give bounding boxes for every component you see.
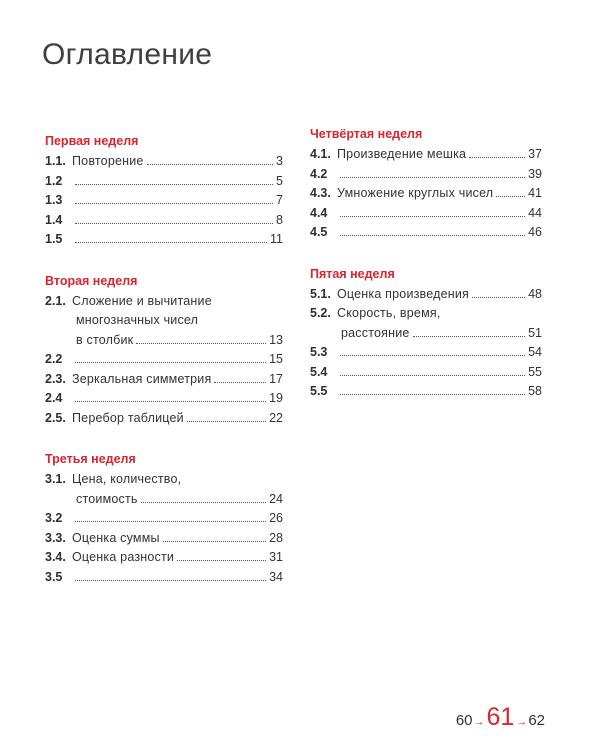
- toc-entry[interactable]: [45, 230, 283, 250]
- section-heading: Пятая неделя: [310, 266, 395, 281]
- toc-entry[interactable]: [310, 204, 542, 224]
- entry-title: в столбик: [76, 332, 134, 347]
- toc-entry[interactable]: [45, 509, 283, 529]
- dot-leader: [75, 568, 266, 581]
- dot-leader: [163, 529, 266, 542]
- toc-entry-line: [45, 409, 283, 429]
- toc-entry[interactable]: [45, 370, 283, 390]
- entry-page-number: 22: [269, 410, 283, 425]
- entry-page-number: 19: [269, 391, 283, 405]
- dot-leader: [214, 370, 266, 383]
- entry-page-number: 11: [270, 232, 283, 246]
- toc-entry-line: [45, 211, 283, 231]
- dot-leader: [340, 223, 525, 236]
- entry-number: 2.4: [45, 391, 63, 405]
- entry-page-number: 7: [276, 193, 283, 207]
- entry-number: 5.2.: [310, 306, 331, 320]
- entry-page-number: 39: [528, 166, 542, 181]
- toc-entry[interactable]: [45, 350, 283, 370]
- dot-leader: [136, 331, 266, 344]
- entry-page-number: 13: [269, 332, 283, 347]
- entry-title: Перебор таблицей: [72, 410, 184, 425]
- toc-entry[interactable]: [45, 152, 283, 172]
- entry-page-number: 37: [528, 147, 542, 161]
- toc-column-right: [310, 126, 542, 425]
- dot-leader: [496, 184, 525, 197]
- page-navigation: [456, 703, 545, 732]
- toc-entry[interactable]: [45, 389, 283, 409]
- entry-page-number: 51: [528, 325, 542, 340]
- toc-column-left: [45, 133, 283, 610]
- toc-entry-line: [45, 172, 283, 192]
- toc-entry-line: [310, 382, 542, 402]
- dot-leader: [75, 389, 266, 402]
- dot-leader: [340, 343, 525, 356]
- toc-entry[interactable]: [310, 285, 542, 305]
- toc-entry-line: [45, 529, 283, 549]
- entry-number: 1.1.: [45, 154, 66, 168]
- toc-entry-line: [45, 548, 283, 568]
- arrow-right-icon: →: [516, 716, 528, 728]
- entry-title: расстояние: [341, 325, 410, 340]
- entry-number: 1.5: [45, 232, 63, 246]
- toc-entry-line: [310, 285, 542, 305]
- entry-page-number: 58: [528, 384, 542, 398]
- toc-entry[interactable]: [45, 292, 283, 351]
- entry-page-number: 48: [528, 286, 542, 301]
- current-page-number: 61: [486, 703, 515, 731]
- page-title: Оглавление: [42, 38, 213, 71]
- entry-page-number: 5: [276, 173, 283, 188]
- next-page-number[interactable]: 62: [528, 712, 545, 729]
- toc-entry[interactable]: [310, 304, 542, 343]
- toc-section: [310, 126, 542, 243]
- toc-entry-line: [310, 363, 542, 383]
- toc-entry-line: [45, 152, 283, 172]
- dot-leader: [75, 230, 267, 243]
- entry-title: многозначных чисел: [76, 313, 199, 327]
- toc-entry-line: [45, 191, 283, 211]
- toc-entry-line: [310, 304, 542, 324]
- entry-title: Умножение круглых чисел: [337, 186, 494, 200]
- toc-entry-line: [45, 389, 283, 409]
- toc-entry-line: [45, 470, 283, 490]
- toc-entry[interactable]: [45, 529, 283, 549]
- dot-leader: [472, 285, 525, 298]
- dot-leader: [187, 409, 266, 422]
- dot-leader: [75, 350, 266, 363]
- entry-number: 2.1.: [45, 293, 66, 308]
- entry-page-number: 15: [269, 352, 283, 366]
- entry-number: 5.3: [310, 345, 328, 359]
- entry-page-number: 8: [276, 212, 283, 227]
- toc-entry-line: [45, 292, 283, 312]
- entry-title: Оценка произведения: [337, 286, 470, 301]
- toc-entry-line: [45, 331, 283, 351]
- toc-entry[interactable]: [310, 382, 542, 402]
- dot-leader: [340, 165, 525, 178]
- entry-title: Повторение: [72, 154, 144, 168]
- entry-title: Сложение и вычитание: [72, 293, 212, 308]
- toc-entry-line: [310, 324, 542, 344]
- dot-leader: [75, 509, 266, 522]
- entry-page-number: 28: [269, 530, 283, 545]
- entry-number: 5.4: [310, 364, 328, 379]
- entry-number: 4.5: [310, 225, 328, 239]
- entry-number: 4.4: [310, 205, 328, 220]
- entry-page-number: 55: [528, 364, 542, 379]
- dot-leader: [75, 211, 273, 224]
- toc-entry-line: [45, 350, 283, 370]
- toc-section: [45, 451, 283, 587]
- toc-entry[interactable]: [45, 172, 283, 192]
- section-heading: Вторая неделя: [45, 273, 138, 288]
- toc-entry-line: [45, 311, 283, 331]
- entry-page-number: 41: [528, 186, 542, 200]
- toc-section: [45, 133, 283, 250]
- dot-leader: [147, 152, 273, 165]
- prev-page-number[interactable]: 60: [455, 712, 473, 729]
- entry-number: 4.2: [310, 166, 328, 181]
- dot-leader: [141, 490, 266, 503]
- arrow-right-icon: →: [473, 716, 485, 728]
- toc-section: [45, 273, 283, 429]
- entry-page-number: 3: [276, 154, 283, 168]
- entry-title: стоимость: [76, 491, 138, 506]
- toc-entry[interactable]: [310, 165, 542, 185]
- toc-entry[interactable]: [310, 184, 542, 204]
- entry-title: Оценка суммы: [72, 530, 160, 545]
- entry-number: 3.3.: [45, 530, 66, 545]
- dot-leader: [340, 204, 525, 217]
- toc-section: [310, 266, 542, 402]
- entry-number: 3.1.: [45, 472, 66, 486]
- entry-page-number: 34: [269, 569, 283, 584]
- dot-leader: [413, 324, 526, 337]
- entry-number: 5.1.: [310, 286, 331, 301]
- entry-page-number: 54: [528, 345, 542, 359]
- entry-page-number: 26: [269, 511, 283, 525]
- toc-entry-line: [45, 230, 283, 250]
- section-heading: Третья неделя: [45, 452, 136, 466]
- dot-leader: [340, 363, 525, 376]
- entry-number: 3.2: [45, 511, 63, 525]
- toc-entry-line: [310, 204, 542, 224]
- entry-title: Оценка разности: [72, 550, 175, 564]
- toc-entry[interactable]: [45, 568, 283, 588]
- toc-entry[interactable]: [45, 191, 283, 211]
- entry-number: 4.1.: [310, 147, 331, 161]
- entry-number: 3.4.: [45, 550, 66, 564]
- toc-entry-line: [45, 490, 283, 510]
- entry-page-number: 46: [528, 225, 542, 239]
- toc-entry[interactable]: [45, 211, 283, 231]
- toc-entry-line: [45, 568, 283, 588]
- toc-entry[interactable]: [45, 470, 283, 509]
- entry-title: Произведение мешка: [337, 147, 467, 161]
- entry-number: 3.5: [45, 569, 63, 584]
- toc-entry-line: [45, 509, 283, 529]
- section-heading: Четвёртая неделя: [310, 127, 423, 141]
- toc-entry[interactable]: [310, 145, 542, 165]
- toc-entry[interactable]: [310, 223, 542, 243]
- dot-leader: [75, 191, 273, 204]
- entry-number: 5.5: [310, 384, 328, 398]
- toc-entry-line: [310, 343, 542, 363]
- entry-title: Цена, количество,: [72, 472, 182, 486]
- entry-number: 2.3.: [45, 371, 66, 386]
- toc-entry[interactable]: [310, 343, 542, 363]
- toc-entry[interactable]: [310, 363, 542, 383]
- toc-entry[interactable]: [45, 409, 283, 429]
- toc-entry-line: [310, 165, 542, 185]
- entry-title: Зеркальная симметрия: [72, 371, 212, 386]
- toc-entry[interactable]: [45, 548, 283, 568]
- entry-page-number: 44: [528, 205, 542, 220]
- entry-number: 1.4: [45, 212, 63, 227]
- toc-entry-line: [310, 223, 542, 243]
- entry-number: 2.5.: [45, 410, 66, 425]
- section-heading: Первая неделя: [45, 134, 139, 148]
- dot-leader: [75, 172, 273, 185]
- entry-number: 4.3.: [310, 186, 331, 200]
- entry-number: 2.2: [45, 352, 63, 366]
- dot-leader: [177, 548, 266, 561]
- dot-leader: [340, 382, 525, 395]
- toc-entry-line: [45, 370, 283, 390]
- toc-entry-line: [310, 184, 542, 204]
- dot-leader: [469, 145, 525, 158]
- toc-entry-line: [310, 145, 542, 165]
- entry-number: 1.3: [45, 193, 63, 207]
- entry-page-number: 31: [269, 550, 283, 564]
- entry-page-number: 24: [269, 491, 283, 506]
- entry-number: 1.2: [45, 173, 63, 188]
- entry-page-number: 17: [269, 371, 283, 386]
- entry-title: Скорость, время,: [337, 306, 441, 320]
